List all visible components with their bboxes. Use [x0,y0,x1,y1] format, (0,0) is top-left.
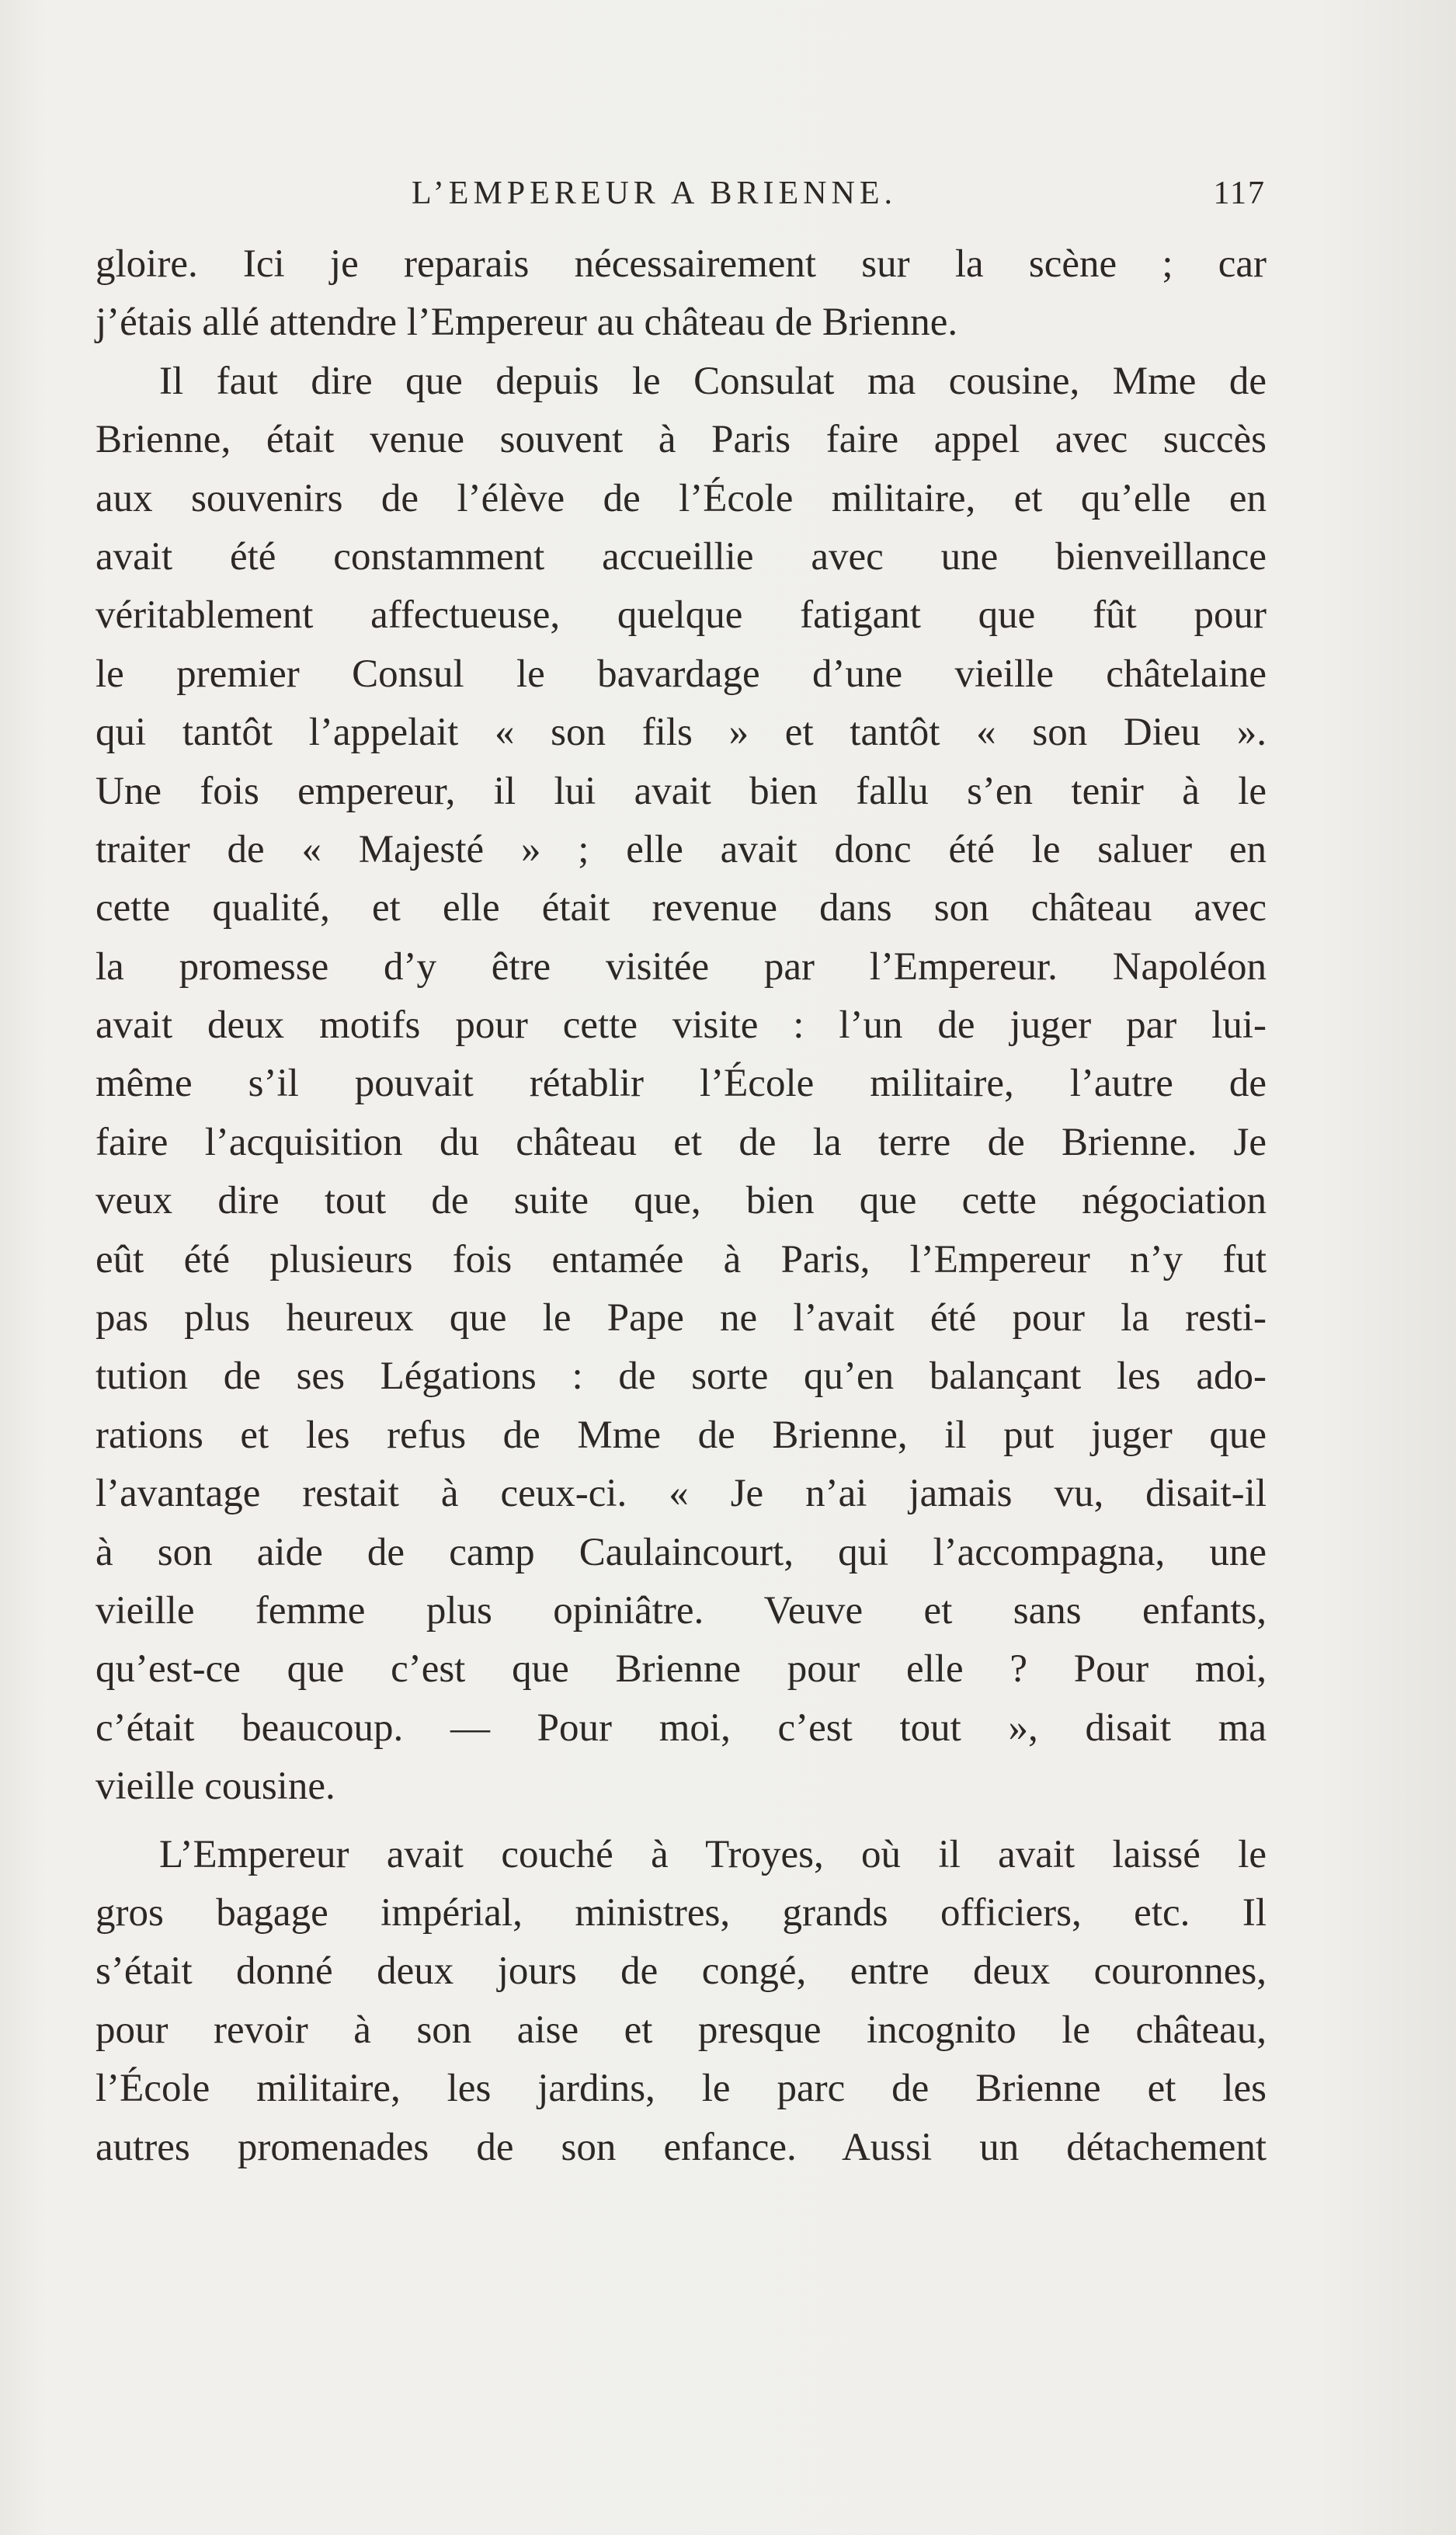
text-line: pas plus heureux que le Pape ne l’avait été pour la resti- [96,1296,1267,1341]
text-line: même s’il pouvait rétablir l’École militaire, l’autre de [96,1062,1267,1106]
text-line: L’Empereur avait couché à Troyes, où il avait laissé le [159,1832,1267,1876]
text-line: vieille femme plus opiniâtre. Veuve et sans enfants, [96,1588,1267,1633]
running-head: L’EMPEREUR A BRIENNE. [412,176,897,211]
text-line: c’était beaucoup. — Pour moi, c’est tout », disait ma [96,1706,1267,1750]
text-line: le premier Consul le bavardage d’une vieille châtelaine [96,652,1267,696]
text-line: pour revoir à son aise et presque incognito le château, [96,2008,1267,2052]
text-line: s’était donné deux jours de congé, entre deux couronnes, [96,1949,1267,1994]
text-line: autres promenades de son enfance. Aussi un détachement [96,2125,1267,2169]
text-line: aux souvenirs de l’élève de l’École militaire, et qu’elle en [96,476,1267,520]
text-line: qu’est-ce que c’est que Brienne pour elle ? Pour moi, [96,1647,1267,1692]
text-line: traiter de « Majesté » ; elle avait donc été le saluer en [96,827,1267,871]
text-line: j’étais allé attendre l’Empereur au château de Brienne. [96,301,958,345]
text-line: Il faut dire que depuis le Consulat ma cousine, Mme de [159,359,1267,403]
body-text [96,235,1267,2177]
text-line: qui tantôt l’appelait « son fils » et tantôt « son Dieu ». [96,711,1267,755]
text-line: l’École militaire, les jardins, le parc de Brienne et les [96,2067,1267,2111]
text-line: la promesse d’y être visitée par l’Empereur. Napoléon [96,944,1267,989]
text-line: avait deux motifs pour cette visite : l’un de juger par lui- [96,1003,1267,1048]
text-line: gros bagage impérial, ministres, grands officiers, etc. Il [96,1890,1267,1935]
text-line: véritablement affectueuse, quelque fatigant que fût pour [96,593,1267,638]
text-line: rations et les refus de Mme de Brienne, il put juger que [96,1413,1267,1457]
text-line: avait été constamment accueillie avec une bienveillance [96,534,1267,579]
text-line: l’avantage restait à ceux-ci. « Je n’ai jamais vu, disait-il [96,1472,1267,1516]
text-line: eût été plusieurs fois entamée à Paris, l’Empereur n’y fut [96,1237,1267,1281]
text-line: à son aide de camp Caulaincourt, qui l’accompagna, une [96,1530,1267,1574]
text-line: Brienne, était venue souvent à Paris faire appel avec succès [96,418,1267,462]
text-line: faire l’acquisition du château et de la terre de Brienne. Je [96,1120,1267,1164]
text-line: gloire. Ici je reparais nécessairement sur la scène ; car [96,242,1267,286]
page-header [97,175,1266,229]
text-line: vieille cousine. [96,1765,335,1809]
text-line: cette qualité, et elle était revenue dans son château avec [96,886,1267,930]
text-line: Une fois empereur, il lui avait bien fallu s’en tenir à le [96,769,1267,813]
text-line: tution de ses Légations : de sorte qu’en balançant les ado- [96,1354,1267,1399]
page-number: 117 [1213,176,1266,211]
text-line: veux dire tout de suite que, bien que cette négociation [96,1179,1267,1223]
paragraph-gap [96,1817,1267,1826]
